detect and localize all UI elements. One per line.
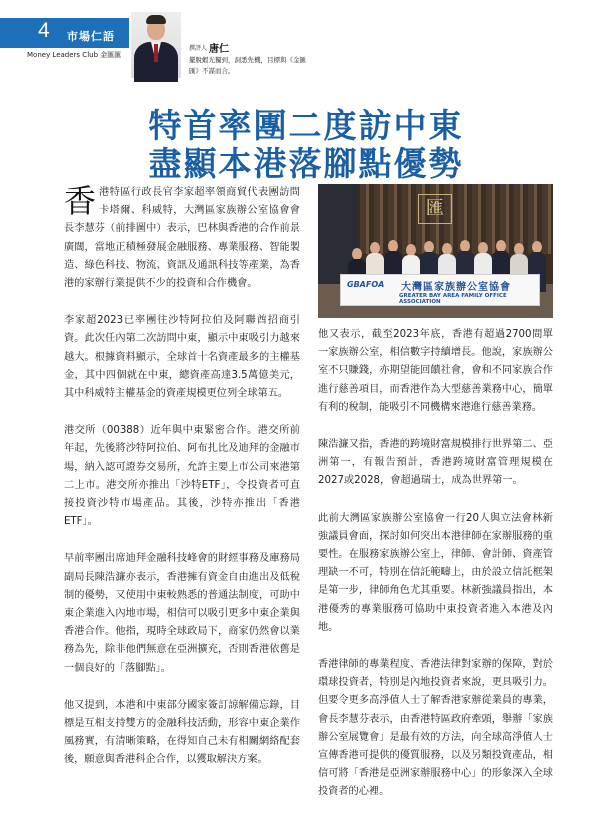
banner-logo: GBAFOA	[347, 280, 385, 289]
column-name: 市場仁語	[67, 30, 115, 43]
right-column	[318, 326, 553, 821]
group-photo	[318, 184, 553, 318]
paragraph: 港交所（00388）近年與中東緊密合作。港交所前年起，先後將沙特阿拉伯、阿布扎比及迪拜的金融市場，納入認可證券交易所，允許主要上市公司來港第二上市。港交所亦推出「沙特ETF」，令投資者可直接投資沙特市場產品。其後，沙特亦推出「香港ETF」。	[64, 425, 300, 528]
author-bio: 擺脫蝦光獨到，洞悉先機，目標與《金匯匯》不謀而合。	[189, 56, 306, 75]
association-banner	[340, 274, 540, 306]
wall-logo-icon: 匯	[418, 194, 452, 224]
paragraph: 早前率團出席迪拜金融科技峰會的財經事務及庫務局副局長陳浩濂亦表示，香港擁有資金自由進出及低稅制的優勢，又使用中東較熟悉的普通法制度，可助中東企業進入內地市場，相信可以吸引更多中東企業與香港合作。他指，現時全球政局下，商家仍然會以業務為先，除非他們無意在亞洲擴充，否則香港依舊是一個良好的「落腳點」。	[64, 553, 300, 674]
author-label: 撰評人	[189, 45, 208, 52]
paragraph: 陳浩濂又指，香港的跨境財富規模排行世界第二、亞洲第一，有報告預計，香港跨境財富管理規模在2027或2028，會超過瑞士，成為世界第一。	[318, 439, 553, 487]
article-title-line-2: 盡顯本港落腳點優勢	[148, 144, 464, 183]
paragraph: 李家超2023已率團往沙特阿拉伯及阿聯酋招商引資。此次任內第二次訪問中東，顯示中東吸引力越來越大。根據資料顯示，全球首十名資產最多的主權基金，其中四個就在中東，總資產高達3.5萬億美元，其中科威特主權基金的資產規模更位列全球第五。	[64, 315, 300, 400]
author-photo	[131, 12, 181, 78]
page-header	[0, 0, 612, 92]
drop-cap: 香	[64, 182, 97, 220]
paragraph: 此前大灣區家族辦公室協會一行20人與立法會林新強議員會面，探討如何突出本港律師在家辦服務的重要性。在服務家族辦公室上，律師、會計師、資產管理缺一不可，特別在信託範疇上，由於設立信託框架是第一步，律師角色尤其重要。林新強議員指出，本港優秀的專業服務可協助中東投資者進入本港及內地。	[318, 512, 553, 633]
banner-english-text: GREATER BAY AREA FAMILY OFFICE ASSOCIATION	[399, 293, 507, 305]
paragraph: 香港律師的專業程度、香港法律對家辦的保障，對於環球投資者，特別是內地投資者來說，更具吸引力。但要令更多高淨值人士了解香港家辦從業員的專業，會長李慧芬表示，由香港特區政府牽頭，舉辦「家族辦公室展覽會」是最有效的方法，向全球高淨值人士宣傳香港可提供的優質服務，以及另類投資產品，相信可將「香港是亞洲家辦服務中心」的形象深入全球投資者的心裡。	[318, 659, 553, 798]
author-name: 唐仁	[209, 44, 229, 55]
club-name: Money Leaders Club 金匯匯	[27, 51, 122, 59]
page-number: 4	[38, 19, 50, 42]
left-column	[64, 184, 300, 789]
paragraph: 他又提到，本港和中東部分國家簽訂諒解備忘錄，目標是互相支持雙方的金融科技活動，形容中東企業作風務實，有清晰策略，在得知自己未有相關網絡配套後，願意與香港科企合作，以獲取解決方案。	[64, 699, 300, 766]
banner-chinese-text: 大灣區家族辦公室協會	[401, 282, 511, 293]
paragraph: 他又表示，截至2023年底，香港有超過2700間單一家族辦公室，相信數字持續增長。他說，家族辦公室不只賺錢，亦期望能回饋社會，會和不同家族合作進行慈善項目，而香港作為大型慈善業務中心，簡單有利的稅制，能吸引不同機構來港進行慈善業務。	[318, 329, 553, 413]
article-title-line-1: 特首率團二度訪中東	[148, 106, 464, 145]
paragraph: 香港特區行政長官李家超率領商貿代表團訪問卡塔爾、科威特，大灣區家族辦公室協會會長李慧芬（前排圖中）表示，巴林與香港的合作前景廣闊，當地正積極發展金融服務、專業服務、智能製造、綠色科技、物流、資訊及通訊科技等產業，為香港的家辦行業提供不少的投資和合作機會。	[64, 182, 300, 290]
